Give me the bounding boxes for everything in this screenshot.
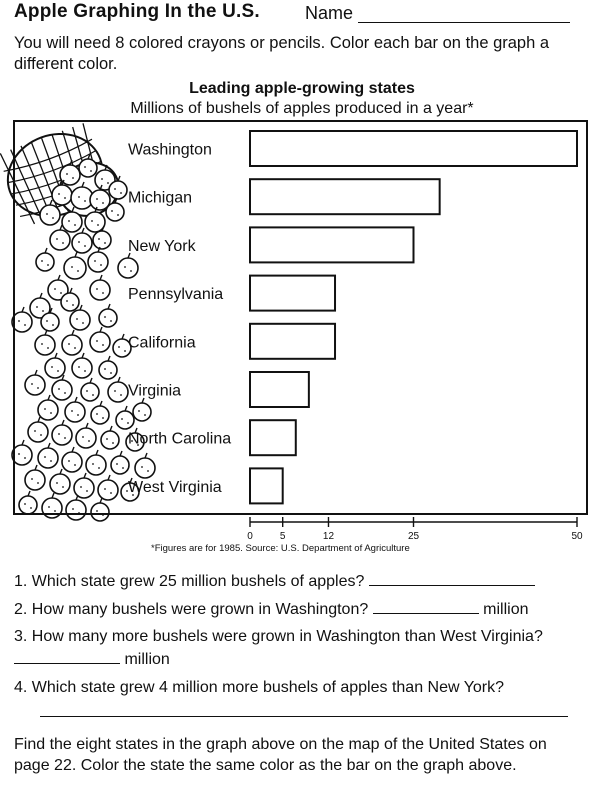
question-3-answer[interactable]	[14, 647, 120, 664]
category-label: West Virginia	[128, 478, 222, 496]
question-1-text: 1. Which state grew 25 million bushels of apples?	[14, 573, 365, 590]
chart-title: Leading apple-growing states	[189, 80, 415, 97]
bar-pennsylvania[interactable]	[250, 276, 335, 311]
category-label: Pennsylvania	[128, 286, 224, 304]
bar-west-virginia[interactable]	[250, 468, 283, 503]
bar-virginia[interactable]	[250, 372, 309, 407]
category-label: Michigan	[128, 189, 193, 207]
question-2-suffix: million	[483, 601, 529, 618]
question-3	[14, 626, 574, 670]
bar-washington[interactable]	[250, 131, 577, 166]
footer-instructions: Find the eight states in the graph above on the map of the United States on page 22. Color the state the same color as the bar on the graph above.	[14, 736, 547, 774]
question-4	[14, 677, 504, 698]
category-label: California	[128, 334, 196, 352]
apple-basket-illustration	[0, 118, 155, 521]
instructions: You will need 8 colored crayons or pencils. Color each bar on the graph a different color.	[14, 34, 550, 73]
x-tick-label: 12	[322, 531, 335, 542]
question-2	[14, 597, 529, 620]
bar-new-york[interactable]	[250, 227, 414, 262]
question-3-text: 3. How many more bushels were grown in Washington than West Virginia?	[14, 628, 543, 645]
question-1	[14, 569, 535, 592]
bar-michigan[interactable]	[250, 179, 440, 214]
x-tick-label: 25	[407, 531, 420, 542]
x-tick-label: 50	[571, 531, 583, 542]
worksheet-title: Apple Graphing In the U.S.	[14, 1, 260, 22]
question-4-answer[interactable]	[40, 716, 568, 717]
bar-california[interactable]	[250, 324, 335, 359]
question-2-answer[interactable]	[373, 597, 479, 614]
chart-subtitle: Millions of bushels of apples produced in a year*	[130, 100, 474, 117]
question-4-text: 4. Which state grew 4 million more bushels of apples than New York?	[14, 679, 505, 696]
x-tick-label: 5	[279, 531, 286, 542]
chart-footnote: *Figures are for 1985. Source: U.S. Department of Agriculture	[151, 543, 410, 554]
question-2-text: 2. How many bushels were grown in Washington?	[14, 601, 369, 618]
question-1-answer[interactable]	[369, 569, 535, 586]
category-label: New York	[128, 237, 196, 255]
name-label: Name	[305, 3, 354, 23]
x-tick-label: 0	[247, 531, 253, 542]
category-label: Washington	[128, 141, 212, 159]
bar-north-carolina[interactable]	[250, 420, 296, 455]
category-label: North Carolina	[128, 430, 232, 448]
category-label: Virginia	[128, 382, 182, 400]
question-3-suffix: million	[124, 651, 170, 668]
